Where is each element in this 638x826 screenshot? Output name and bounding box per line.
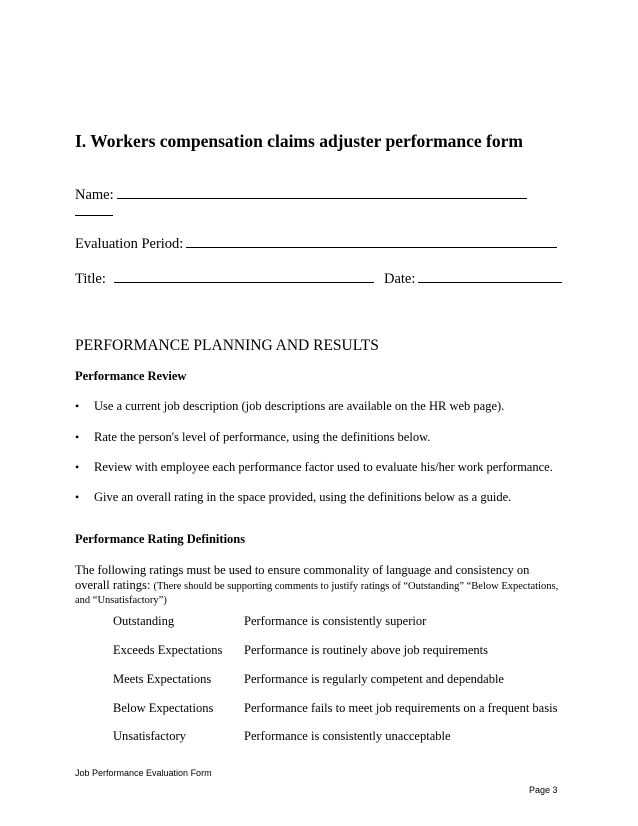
bullet-icon: • xyxy=(75,460,80,474)
rating-term-outstanding: Outstanding xyxy=(113,614,175,628)
list-item: • Rate the person's level of performance, using the definitions below. xyxy=(75,430,431,444)
footer-form-name: Job Performance Evaluation Form xyxy=(75,768,212,778)
evaluation-period-label: Evaluation Period: xyxy=(75,236,184,252)
rating-definition-unsatisfactory: Performance is consistently unacceptable xyxy=(244,729,451,743)
rating-definition-below: Performance fails to meet job requirements on a frequent basis xyxy=(244,701,558,715)
section-heading: PERFORMANCE PLANNING AND RESULTS xyxy=(75,337,379,354)
name-underline xyxy=(117,184,527,199)
name-field[interactable] xyxy=(75,184,527,204)
name-label: Name: xyxy=(75,187,114,203)
rating-definition-exceeds: Performance is routinely above job requirements xyxy=(244,643,489,657)
page-number: Page 3 xyxy=(529,785,558,795)
bullet-icon: • xyxy=(75,430,80,444)
performance-review-heading: Performance Review xyxy=(75,369,187,383)
rating-term-below: Below Expectations xyxy=(113,701,214,715)
ratings-intro-line-1: The following ratings must be used to ensure commonality of language and consistency on xyxy=(75,563,530,577)
rating-term-meets: Meets Expectations xyxy=(113,672,212,686)
name-underline-continued xyxy=(75,201,113,216)
title-label: Title: xyxy=(75,271,106,287)
rating-term-exceeds: Exceeds Expectations xyxy=(113,643,223,657)
list-item: • Review with employee each performance factor used to evaluate his/her work performance. xyxy=(75,460,553,474)
date-label: Date: xyxy=(384,271,416,287)
date-field[interactable] xyxy=(384,268,562,288)
bullet-icon: • xyxy=(75,490,80,504)
rating-definitions-heading: Performance Rating Definitions xyxy=(75,532,246,546)
form-title: I. Workers compensation claims adjuster performance form xyxy=(75,131,523,151)
evaluation-period-underline xyxy=(186,233,557,248)
date-underline xyxy=(418,268,562,283)
rating-definition-outstanding: Performance is consistently superior xyxy=(244,614,427,628)
list-item: • Give an overall rating in the space provided, using the definitions below as a guide. xyxy=(75,490,512,504)
title-underline xyxy=(114,268,374,283)
ratings-intro-line-2: overall ratings: (There should be supporting comments to justify ratings of “Outstanding” “Below Expectations, xyxy=(75,578,559,592)
title-field[interactable] xyxy=(75,268,374,288)
rating-definition-meets: Performance is regularly competent and dependable xyxy=(244,672,504,686)
bullet-icon: • xyxy=(75,399,80,413)
rating-term-unsatisfactory: Unsatisfactory xyxy=(113,729,186,743)
evaluation-period-field[interactable] xyxy=(75,233,557,253)
ratings-intro-line-3: and “Unsatisfactory”) xyxy=(75,595,167,606)
list-item: • Use a current job description (job descriptions are available on the HR web page). xyxy=(75,399,505,413)
